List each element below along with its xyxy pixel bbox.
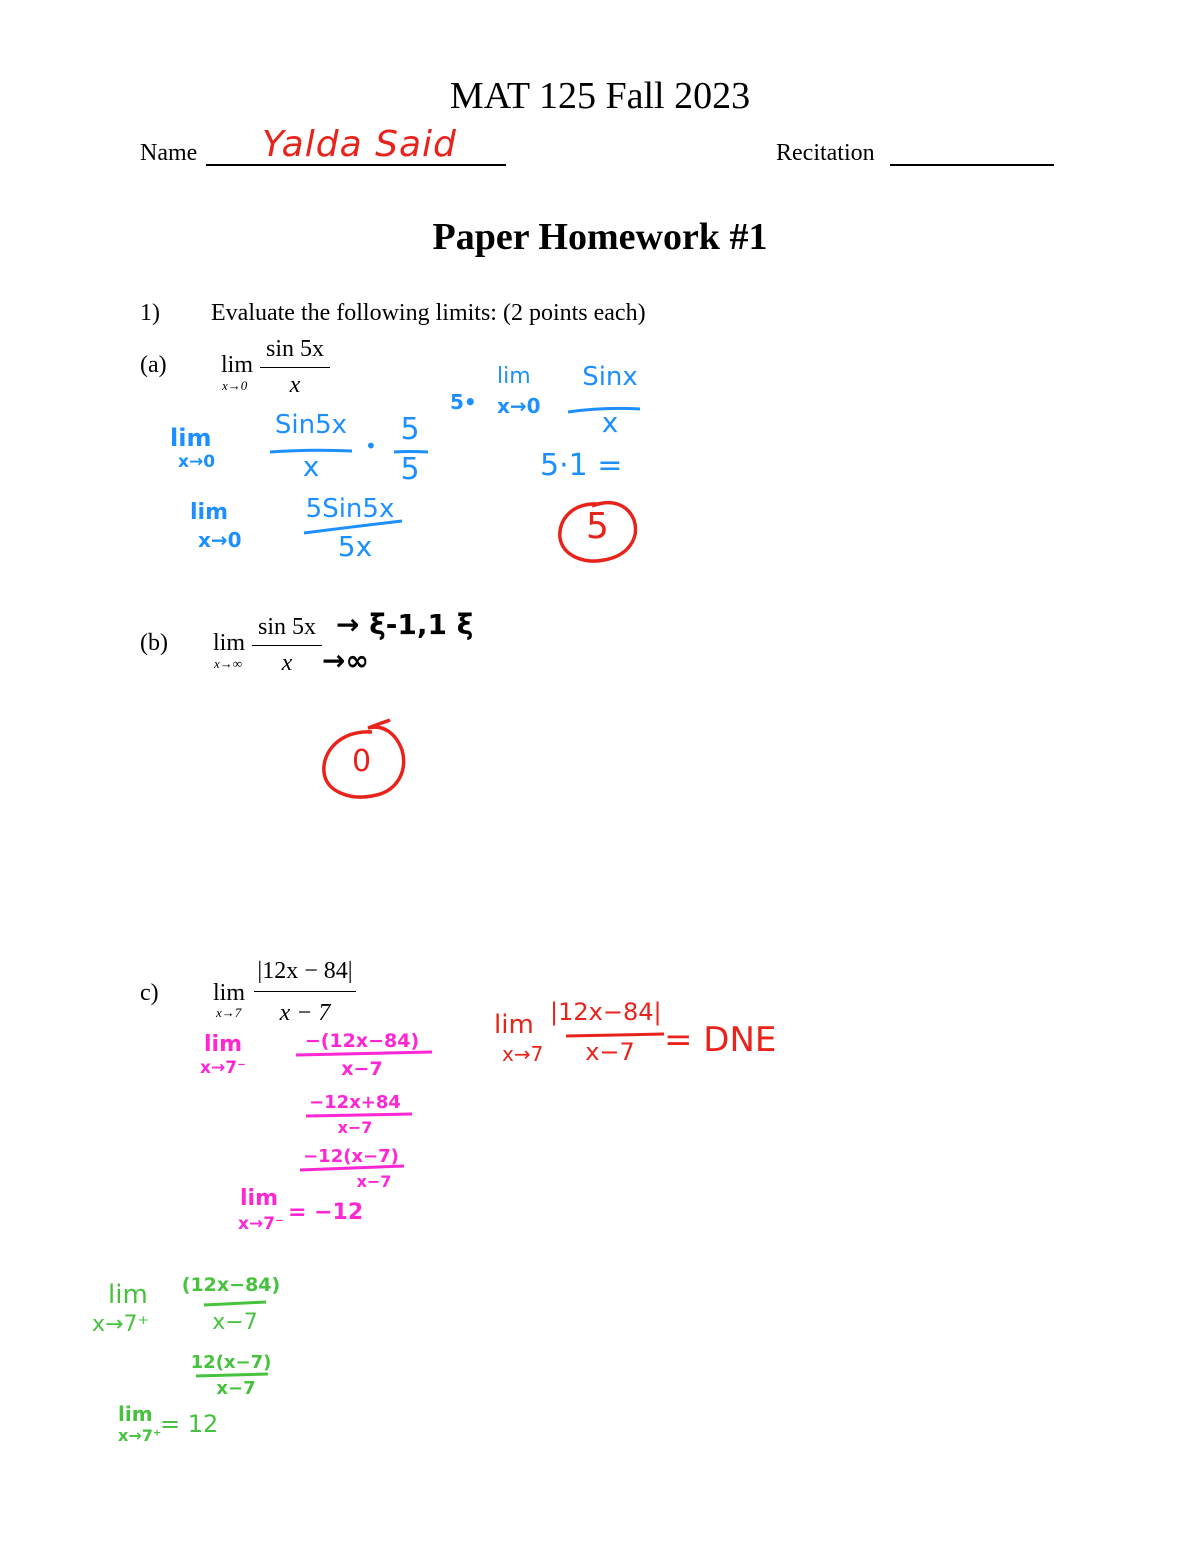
c-pink-sub-1: x→7⁻: [200, 1058, 247, 1078]
c-red-bar: [566, 1034, 664, 1036]
part-b-lim: lim: [213, 630, 246, 656]
c-pink-num-3: −12(x−7): [303, 1146, 399, 1167]
c-green-num-1: (12x−84): [181, 1274, 281, 1296]
part-c-label: c): [140, 980, 159, 1006]
c-pink-bar-1: [296, 1052, 432, 1055]
c-green-sub-1: x→7⁺: [92, 1312, 150, 1337]
b-work-line-2: →∞: [322, 644, 369, 677]
b-work-line-1: → ξ-1,1 ξ: [336, 608, 474, 641]
c-pink-lim-1: lim: [204, 1032, 243, 1057]
c-pink-sub-2: x→7⁻: [238, 1214, 285, 1234]
c-pink-result: = −12: [288, 1200, 364, 1225]
c-pink-bar-2: [306, 1114, 412, 1116]
a-work-den-1: x: [302, 450, 320, 483]
a-work-dot: •: [365, 434, 377, 458]
recitation-label: Recitation: [776, 140, 875, 166]
c-green-lim-1: lim: [108, 1280, 148, 1310]
c-green-den-1: x−7: [212, 1310, 258, 1335]
c-green-sub-2: x→7⁺: [118, 1426, 162, 1445]
part-c-fraction-bar: [254, 991, 356, 992]
c-red-den: x−7: [585, 1038, 635, 1066]
part-b-lim-subscript: x→∞: [214, 656, 243, 671]
part-b-numerator: sin 5x: [257, 614, 316, 640]
a-work-lim-1: lim: [170, 424, 212, 452]
question-text: Evaluate the following limits: (2 points each): [211, 300, 646, 326]
c-green-result: = 12: [160, 1410, 219, 1438]
a-work-product: 5·1 =: [540, 448, 623, 483]
c-pink-num-1: −(12x−84): [304, 1030, 420, 1052]
c-pink-den-2: x−7: [337, 1118, 373, 1137]
c-green-den-2: x−7: [216, 1378, 256, 1399]
a-work-num-3: 5Sin5x: [305, 494, 395, 524]
c-pink-den-1: x−7: [341, 1058, 383, 1080]
c-green-bar-2: [196, 1374, 268, 1376]
part-c-lim-subscript: x→7: [216, 1005, 242, 1020]
b-answer: 0: [352, 744, 372, 779]
part-a-fraction-bar: [260, 367, 330, 368]
part-b-fraction-bar: [252, 645, 322, 646]
a-work-num-4: Sinx: [582, 362, 638, 392]
student-name-handwritten: Yalda Said: [262, 124, 457, 165]
c-red-num: |12x−84|: [550, 998, 662, 1026]
part-a-lim-subscript: x→0: [222, 378, 248, 393]
part-b-denominator: x: [281, 650, 293, 676]
homework-title: Paper Homework #1: [432, 216, 768, 258]
a-answer: 5: [586, 506, 609, 547]
c-pink-num-2: −12x+84: [309, 1092, 401, 1113]
a-work-lim-2: lim: [190, 500, 229, 525]
c-green-lim-2: lim: [118, 1402, 153, 1426]
part-a-lim: lim: [221, 352, 254, 378]
part-a-label: (a): [140, 352, 167, 378]
question-number: 1): [140, 300, 160, 326]
a-work-den-3: 5x: [337, 530, 373, 563]
c-pink-den-3: x−7: [356, 1172, 392, 1191]
c-pink-lim-2: lim: [240, 1186, 279, 1211]
a-work-num-2: 5: [400, 412, 420, 447]
a-work-den-4: x: [601, 406, 619, 439]
c-red-lim: lim: [494, 1010, 534, 1040]
part-b-label: (b): [140, 630, 168, 656]
c-green-num-2: 12(x−7): [190, 1352, 272, 1373]
a-work-sub-2: x→0: [198, 528, 242, 552]
part-c-lim: lim: [213, 980, 246, 1006]
name-label: Name: [140, 140, 198, 166]
a-work-den-2: 5: [400, 452, 420, 487]
c-red-result: = DNE: [664, 1020, 777, 1060]
a-work-num-1: Sin5x: [274, 410, 348, 440]
a-work-prefix: 5•: [450, 390, 477, 414]
a-work-lim-3: lim: [497, 364, 531, 389]
part-a-denominator: x: [289, 372, 301, 398]
part-a-numerator: sin 5x: [265, 336, 324, 362]
part-c-denominator: x − 7: [279, 1000, 331, 1026]
course-title: MAT 125 Fall 2023: [449, 75, 751, 117]
c-red-sub: x→7: [502, 1042, 544, 1066]
part-c-numerator: |12x − 84|: [257, 958, 353, 984]
a-work-sub-1: x→0: [178, 452, 216, 472]
recitation-blank-line: [890, 164, 1054, 166]
a-work-sub-3: x→0: [497, 394, 541, 418]
c-green-bar-1: [204, 1302, 266, 1305]
